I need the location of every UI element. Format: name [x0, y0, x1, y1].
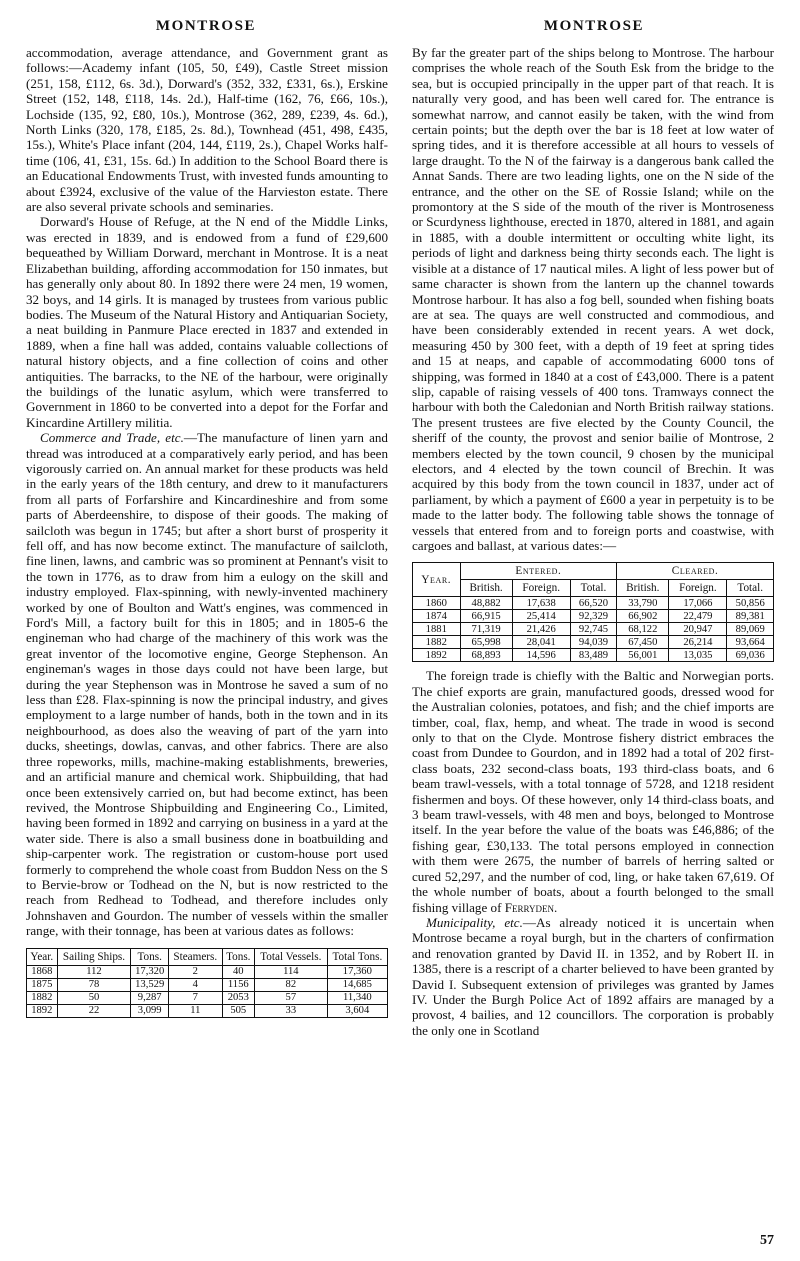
cell: 1868: [27, 965, 58, 978]
table-row: [413, 610, 774, 623]
cell: 78: [57, 978, 131, 991]
table-row: [27, 991, 388, 1004]
cell: 56,001: [617, 649, 669, 662]
cell: 26,214: [669, 636, 727, 649]
cell: 13,035: [669, 649, 727, 662]
cell: 50: [57, 991, 131, 1004]
cell: 69,036: [727, 649, 774, 662]
col-year: Year.: [27, 948, 58, 965]
group-entered: Entered.: [460, 563, 617, 580]
col-sailing-ships: Sailing Ships.: [57, 948, 131, 965]
place-name-ferryden: Ferryden: [504, 899, 555, 915]
right-column: [412, 45, 774, 1038]
tonnage-table: [412, 562, 774, 662]
cell: 112: [57, 965, 131, 978]
cell: 20,947: [669, 623, 727, 636]
cell: 21,426: [512, 623, 570, 636]
cell: 17,066: [669, 597, 727, 610]
left-column: [26, 45, 388, 1038]
cell: 1875: [27, 978, 58, 991]
page-number: 57: [760, 1233, 774, 1248]
commerce-paragraph: [26, 430, 388, 938]
cell: 3,099: [131, 1004, 169, 1017]
paragraph: [412, 668, 774, 915]
col-total-vessels: Total Vessels.: [254, 948, 327, 965]
cell: 83,489: [570, 649, 617, 662]
cell: 1892: [413, 649, 461, 662]
cell: 40: [222, 965, 254, 978]
col-total-tons: Total Tons.: [327, 948, 387, 965]
cell: 33,790: [617, 597, 669, 610]
group-cleared: Cleared.: [617, 563, 774, 580]
cell: 22,479: [669, 610, 727, 623]
foreign-trade-text: The foreign trade is chiefly with the Baltic and Norwegian ports. The chief exports are grain, manufactured goods, dressed wood for the Australian colonies, potatoes, and fish; and the chief imports are timber, coal, flax, hemp, and wheat. The trade in wood is second only to that on the Clyde. Montrose fishery district embraces the coast from Dundee to Gourdon, and in 1892 had a total of 202 first-class boats, 232 second-class boats, 193 third-class boats, and 6 beam trawl-vessels, with a total tonnage of 5728, and 1218 resident fishermen and boys. Of these however, only 14 third-class boats, and 3 beam trawl-vessels, with 48 men and boys, belonged to Montrose itself. In the year before the value of the boats was £46,886; of the fishing gear, £30,133. The total persons employed in connection with them were 2675, the number of barrels of herring salted or cured 52,297, and the number of cod, ling, or hake taken 67,619. Of the whole number of boats, about a fourth belonged to the small fishing village of: [412, 668, 774, 915]
cell: 66,520: [570, 597, 617, 610]
cell: 57: [254, 991, 327, 1004]
col-tons-sail: Tons.: [131, 948, 169, 965]
cell: 1860: [413, 597, 461, 610]
cell: 1874: [413, 610, 461, 623]
cell: 33: [254, 1004, 327, 1017]
shipping-table: [26, 948, 388, 1018]
cell: 17,320: [131, 965, 169, 978]
cell: 93,664: [727, 636, 774, 649]
cell: 11: [168, 1004, 222, 1017]
table-row: [413, 623, 774, 636]
cell: 11,340: [327, 991, 387, 1004]
col-entered-total: Total.: [570, 580, 617, 597]
table-row: [27, 978, 388, 991]
tonnage-table-wrap: [412, 562, 774, 662]
cell: 7: [168, 991, 222, 1004]
col-cleared-total: Total.: [727, 580, 774, 597]
table-row: [413, 649, 774, 662]
table-header-row: [413, 580, 774, 597]
running-head-right: MONTROSE: [543, 18, 645, 34]
cell: 66,915: [460, 610, 512, 623]
cell: 14,596: [512, 649, 570, 662]
table-row: [413, 636, 774, 649]
running-head-left: MONTROSE: [155, 18, 257, 34]
cell: 14,685: [327, 978, 387, 991]
municipality-paragraph: [412, 915, 774, 1038]
cell: 48,882: [460, 597, 512, 610]
cell: 71,319: [460, 623, 512, 636]
paragraph: accommodation, average attendance, and Government grant as follows:—Academy infant (105, 50, £49), Castle Street mission (251, 158, £112, 6s. 3d.), Dorward's (352, 332, £331, 6s.), Erskine Street (152, 148, £118, 14s. 2d.), Half-time (162, 76, £66, 10s.), Lochside (135, 92, £80, 10s.), Montrose (362, 289, £239, 4s. 6d.), North Links (320, 178, £185, 2s. 8d.), Townhead (451, 498, £435, 15s.), White's Place infant (204, 144, £119, 2s.), Chapel Works half-time (106, 41, £31, 15s. 6d.) In addition to the School Board there is an Educational Endowments Trust, with invested funds amounting to about £3924, exclusive of the value of the Harvieston estate. There are also several private schools and seminaries.: [26, 45, 388, 215]
cell: 94,039: [570, 636, 617, 649]
col-entered-foreign: Foreign.: [512, 580, 570, 597]
cell: 92,745: [570, 623, 617, 636]
page-headers: [26, 18, 774, 35]
cell: 89,381: [727, 610, 774, 623]
col-year: Year.: [413, 563, 461, 597]
cell: 17,638: [512, 597, 570, 610]
cell: 22: [57, 1004, 131, 1017]
cell: 89,069: [727, 623, 774, 636]
sentence-end: .: [554, 899, 558, 915]
cell: 17,360: [327, 965, 387, 978]
cell: 1156: [222, 978, 254, 991]
table-row: [413, 597, 774, 610]
cell: 3,604: [327, 1004, 387, 1017]
cell: 65,998: [460, 636, 512, 649]
cell: 2: [168, 965, 222, 978]
cell: 13,529: [131, 978, 169, 991]
cell: 28,041: [512, 636, 570, 649]
cell: 1882: [413, 636, 461, 649]
cell: 66,902: [617, 610, 669, 623]
commerce-heading: Commerce and Trade, etc.: [40, 430, 184, 446]
cell: 25,414: [512, 610, 570, 623]
municipality-body: —As already noticed it is uncertain when Montrose became a royal burgh, but in the charters of confirmation and renovation granted by David II. in 1352, and by Robert II. in 1385, there is a rescript of a charter believed to have been granted by David I. Subsequent extension of privileges was granted by James IV. Under the Burgh Police Act of 1892 affairs are managed by a provost, 4 bailies, and 12 councillors. The corporation is probably the only one in Scotland: [412, 914, 774, 1038]
cell: 68,122: [617, 623, 669, 636]
cell: 68,893: [460, 649, 512, 662]
col-cleared-british: British.: [617, 580, 669, 597]
table-row: [27, 965, 388, 978]
two-column-body: [26, 45, 774, 1038]
cell: 67,450: [617, 636, 669, 649]
cell: 1882: [27, 991, 58, 1004]
shipping-table-wrap: [26, 948, 388, 1018]
cell: 9,287: [131, 991, 169, 1004]
paragraph: Dorward's House of Refuge, at the N end of the Middle Links, was erected in 1839, and is endowed from a fund of £29,600 bequeathed by William Dorward, merchant in Montrose. It is a neat Elizabethan building, affording accommodation for 150 inmates, but has generally only about 80. In 1892 there were 24 men, 19 women, 32 boys, and 14 girls. It is managed by trustees from various public bodies. The Museum of the Natural History and Antiquarian Society, a neat building in Panmure Place erected in 1837 and extended in 1889, when a fine hall was added, contains valuable collections of natural history objects, and a fine collection of coins and other antiquities. The barracks, to the NE of the harbour, were originally the buildings of the lunatic asylum, which were transferred to Government in 1860 to be converted into a depot for the Forfar and Kincardine Artillery militia.: [26, 214, 388, 430]
cell: 1881: [413, 623, 461, 636]
cell: 1892: [27, 1004, 58, 1017]
cell: 114: [254, 965, 327, 978]
cell: 50,856: [727, 597, 774, 610]
col-steamers: Steamers.: [168, 948, 222, 965]
col-cleared-foreign: Foreign.: [669, 580, 727, 597]
commerce-body: —The manufacture of linen yarn and thread was introduced at a comparatively early period, and has been vigorously carried on. An annual market for these products was held in the early years of the 18th century, and drew to it manufacturers from all parts of Forfarshire and Kincardineshire and from some parts of Aberdeenshire, to dispose of their goods. The making of sailcloth was begun in 1745; but after a short burst of prosperity it fell off, and has now become extinct. The manufacture of sailcloth, fine linen, lawns, and cambric was so prominent at Pennant's visit to the town in 1776, as to draw from him a eulogy on the skill and industry employed. Flax-spinning, with newly-invented machinery worked by one of Boulton and Watt's engines, was commenced in Ford's Mill, a factory built for this in 1805; and in 1805-6 the engineman who had charge of the machinery of this work was the great inventor of the locomotive engine, George Stephenson. An engineman's wages in those days could not have been large, but during the year Stephenson was in Montrose he saved a sum of no less than £28. Flax-spinning is now the principal industry, and gives employment to a large number of hands, both in the town and in its neighbourhood, as does also the weaving of part of the yarn into ducks, sheetings, dowlas, canvas, and other fabrics. There are also three ropeworks, mills, machine-making establishments, breweries, and an artificial manure and chemical work. Shipbuilding, that had once been extensively carried on, but had become extinct, has been revived, the Montrose Shipbuilding and Engineering Co., Limited, having been formed in 1892 and carrying on business in a yard at the water side. There is also a small business done in boatbuilding and ship-carpenter work. The registration or custom-house port used formerly to comprehend the whole coast from Buddon Ness on the S to Bervie-brow or Todhead on the N, but is now restricted to the reach from Redhead to Todhead, and therefore includes only Johnshaven and Gourdon. The number of vessels within the smaller range, with their tonnage, has been at various dates as follows:: [26, 430, 388, 939]
table-group-header-row: [413, 563, 774, 580]
municipality-heading: Municipality, etc.: [426, 914, 523, 930]
col-entered-british: British.: [460, 580, 512, 597]
cell: 505: [222, 1004, 254, 1017]
cell: 4: [168, 978, 222, 991]
table-header-row: [27, 948, 388, 965]
table-row: [27, 1004, 388, 1017]
cell: 82: [254, 978, 327, 991]
cell: 92,329: [570, 610, 617, 623]
cell: 2053: [222, 991, 254, 1004]
col-tons-steam: Tons.: [222, 948, 254, 965]
paragraph: By far the greater part of the ships belong to Montrose. The harbour comprises the whole reach of the South Esk from the bridge to the sea, but is occupied principally in the upper part of that reach. It is naturally very good, and has been well cared for. The entrance is somewhat narrow, and cannot easily be taken, with the wind from certain points; but the depth over the bar is 18 feet at low water of spring tides, and it is therefore accessible at all hours to vessels of large draught. To the N of the fairway is a dangerous bank called the Annat Sands. There are two leading lights, one on the N side of the entrance, and the other on the SE of Rossie Island; while on the promontory at the S side of the mouth of the river is Montroseness or Scurdyness lighthouse, erected in 1870, altered in 1881, and again in 1885, with a double intermittent or occulting white light, its periods of light and darkness being thirty seconds each. The light is visible at a distance of 17 nautical miles. A light of less power but of same character is shown from the lantern up the channel towards Montrose harbour. It has also a fog bell, sounded when fishing boats are at sea. The quays are well constructed and commodious, and have been considerably extended in recent years. A wet dock, measuring 450 by 300 feet, with a depth of 19 feet at spring tides and 15 at neaps, and capable of accommodating 6000 tons of shipping, was formed in 1840 at a cost of £43,000. There is a patent slip, capable of raising vessels of 400 tons. Tramways connect the harbour with both the Caledonian and North British railway stations. The present trustees are five elected by the County Council, the sheriff of the county, the provost and senior bailie of Montrose, 2 members elected by the town council, 9 chosen by the municipal electors, and 4 elected by the town council of Brechin. It was acquired by this body from the town council in 1837, under act of parliament, by which a payment of £600 a year in perpetuity is to be made to the latter body. The following table shows the tonnage of vessels that entered from and to foreign ports and coastwise, with cargoes and ballast, at various dates:—: [412, 45, 774, 553]
